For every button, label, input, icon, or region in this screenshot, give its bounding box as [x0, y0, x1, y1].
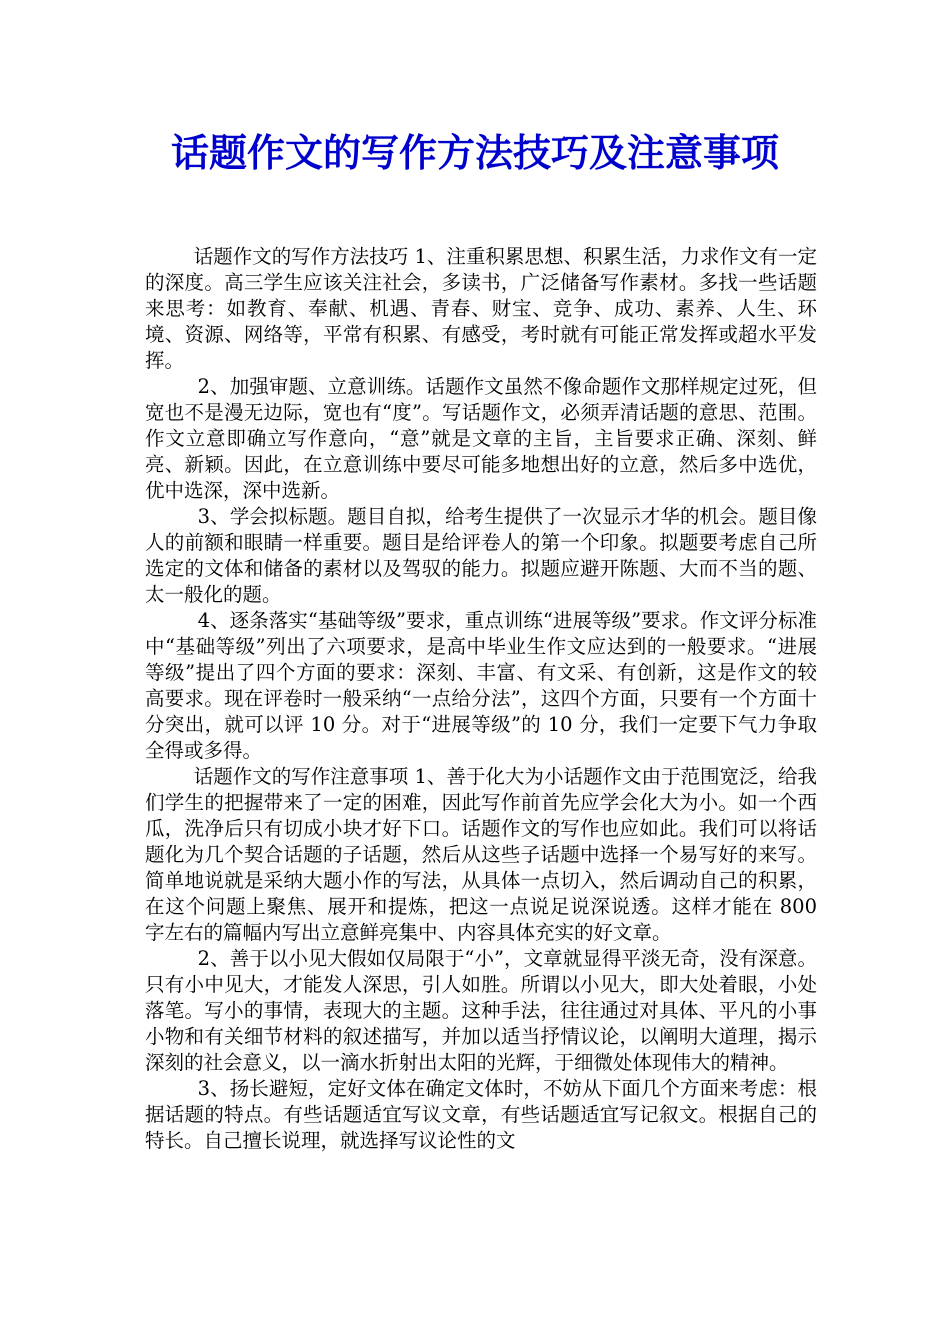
paragraph-1: 话题作文的写作方法技巧 1、注重积累思想、积累生活，力求作文有一定的深度。高三学生应该关注社会，多读书，广泛储备写作素材。多找一些话题来思考：如教育、奉献、机遇、青春、财宝、竞争、成功、素养、人生、环境、资源、网络等，平常有积累、有感受，考时就有可能正常发挥或超水平发挥。 — [145, 245, 817, 372]
paragraph-5: 话题作文的写作注意事项 1、善于化大为小话题作文由于范围宽泛，给我们学生的把握带来了一定的困难，因此写作前首先应学会化大为小。如一个西瓜，洗净后只有切成小块才好下口。话题作文的写作也应如此。我们可以将话题化为几个契合话题的子话题，然后从这些子话题中选择一个易写好的来写。简单地说就是采纳大题小作的写法，从具体一点切入，然后调动自己的积累，在这个问题上聚焦、展开和提炼，把这一点说足说深说透。这样才能在 800 字左右的篇幅内写出立意鲜亮集中、内容具体充实的好文章。 — [145, 765, 817, 944]
paragraph-7: 3、扬长避短，定好文体在确定文体时，不妨从下面几个方面来考虑：根据话题的特点。有些话题适宜写议文章，有些话题适宜写记叙文。根据自己的特长。自己擅长说理，就选择写议论性的文 — [145, 1077, 817, 1152]
paragraph-2: 2、加强审题、立意训练。话题作文虽然不像命题作文那样规定过死，但宽也不是漫无边际，宽也有“度”。写话题作文，必须弄清话题的意思、范围。作文立意即确立写作意向，“意”就是文章的主旨，主旨要求正确、深刻、鲜亮、新颖。因此，在立意训练中要尽可能多地想出好的立意，然后多中选优，优中选深，深中选新。 — [145, 375, 817, 502]
paragraph-4: 4、逐条落实“基础等级”要求，重点训练“进展等级”要求。作文评分标准中“基础等级”列出了六项要求，是高中毕业生作文应达到的一般要求。“进展等级”提出了四个方面的要求：深刻、丰富、有文采、有创新，这是作文的较高要求。现在评卷时一般采纳“一点给分法”，这四个方面，只要有一个方面十分突出，就可以评 10 分。对于“进展等级”的 10 分，我们一定要下气力争取全得或多得。 — [145, 609, 817, 762]
document-body — [145, 244, 817, 1154]
paragraph-3: 3、学会拟标题。题目自拟，给考生提供了一次显示才华的机会。题目像人的前额和眼睛一样重要。题目是给评卷人的第一个印象。拟题要考虑自己所选定的文体和储备的素材以及驾驭的能力。拟题应避开陈题、大而不当的题、太一般化的题。 — [145, 505, 817, 606]
document-title: 话题作文的写作方法技巧及注意事项 — [170, 130, 779, 175]
paragraph-6: 2、善于以小见大假如仅局限于“小”，文章就显得平淡无奇，没有深意。只有小中见大，才能发人深思，引人如胜。所谓以小见大，即大处着眼，小处落笔。写小的事情，表现大的主题。这种手法，往往通过对具体、平凡的小事小物和有关细节材料的叙述描写，并加以适当抒情议论，以阐明大道理，揭示深刻的社会意义，以一滴水折射出太阳的光辉，于细微处体现伟大的精神。 — [145, 947, 817, 1074]
